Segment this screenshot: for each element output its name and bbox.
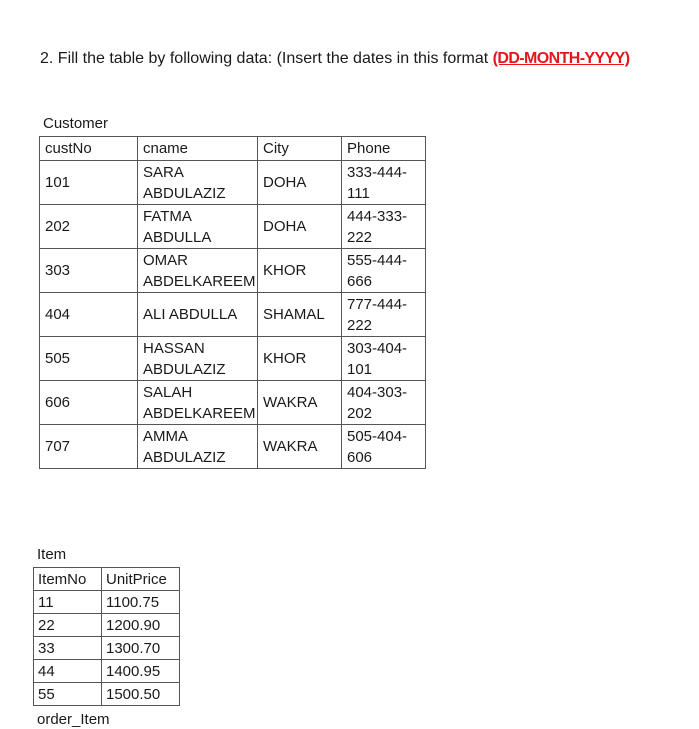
cell-custno: 505 — [40, 337, 138, 381]
table-row — [40, 425, 426, 469]
cell-city: SHAMAL — [258, 293, 342, 337]
table-row — [34, 637, 180, 660]
table-row — [34, 614, 180, 637]
cell-cname: OMAR ABDELKAREEM — [138, 249, 258, 293]
cell-phone: 333-444- 111 — [342, 161, 426, 205]
cell-itemno: 55 — [34, 683, 102, 706]
cell-city: WAKRA — [258, 381, 342, 425]
cell-unitprice: 1200.90 — [102, 614, 180, 637]
table-row — [34, 683, 180, 706]
item-table — [33, 567, 180, 706]
cell-cname: HASSAN ABDULAZIZ — [138, 337, 258, 381]
cell-custno: 404 — [40, 293, 138, 337]
header-unitprice: UnitPrice — [102, 568, 180, 591]
cell-itemno: 44 — [34, 660, 102, 683]
cell-city: DOHA — [258, 205, 342, 249]
cell-cname: FATMA ABDULLA — [138, 205, 258, 249]
cell-phone: 444-333- 222 — [342, 205, 426, 249]
cell-custno: 606 — [40, 381, 138, 425]
header-itemno: ItemNo — [34, 568, 102, 591]
table-row — [34, 591, 180, 614]
cell-itemno: 33 — [34, 637, 102, 660]
table-row — [40, 249, 426, 293]
cell-city: WAKRA — [258, 425, 342, 469]
cell-itemno: 22 — [34, 614, 102, 637]
cell-cname: SALAH ABDELKAREEM — [138, 381, 258, 425]
instruction-body: 2. Fill the table by following data: (Insert the dates in this format — [40, 50, 493, 67]
cell-city: KHOR — [258, 337, 342, 381]
cell-custno: 202 — [40, 205, 138, 249]
header-custno: custNo — [40, 137, 138, 161]
date-format-hint: (DD-MONTH-YYYY) — [492, 50, 630, 67]
item-header-row — [34, 568, 180, 591]
cell-custno: 707 — [40, 425, 138, 469]
table-row — [40, 337, 426, 381]
cell-phone: 404-303- 202 — [342, 381, 426, 425]
customer-header-row — [40, 137, 426, 161]
cell-phone: 555-444- 666 — [342, 249, 426, 293]
cell-itemno: 11 — [34, 591, 102, 614]
header-phone: Phone — [342, 137, 426, 161]
table-row — [40, 161, 426, 205]
customer-table-caption: Customer — [43, 115, 109, 132]
item-table-caption: Item — [37, 546, 67, 563]
customer-table — [39, 136, 426, 469]
cell-city: DOHA — [258, 161, 342, 205]
cell-custno: 303 — [40, 249, 138, 293]
cell-unitprice: 1400.95 — [102, 660, 180, 683]
cell-cname: AMMA ABDULAZIZ — [138, 425, 258, 469]
cell-custno: 101 — [40, 161, 138, 205]
cell-phone: 505-404- 606 — [342, 425, 426, 469]
cell-unitprice: 1500.50 — [102, 683, 180, 706]
cell-phone: 777-444- 222 — [342, 293, 426, 337]
table-row — [40, 381, 426, 425]
table-row — [34, 660, 180, 683]
cell-unitprice: 1300.70 — [102, 637, 180, 660]
instruction-text — [40, 49, 629, 69]
table-row — [40, 293, 426, 337]
cell-cname: ALI ABDULLA — [138, 293, 258, 337]
cell-cname: SARA ABDULAZIZ — [138, 161, 258, 205]
cell-city: KHOR — [258, 249, 342, 293]
cell-phone: 303-404- 101 — [342, 337, 426, 381]
header-cname: cname — [138, 137, 258, 161]
order-item-table-caption: order_Item — [37, 711, 110, 728]
header-city: City — [258, 137, 342, 161]
cell-unitprice: 1100.75 — [102, 591, 180, 614]
table-row — [40, 205, 426, 249]
